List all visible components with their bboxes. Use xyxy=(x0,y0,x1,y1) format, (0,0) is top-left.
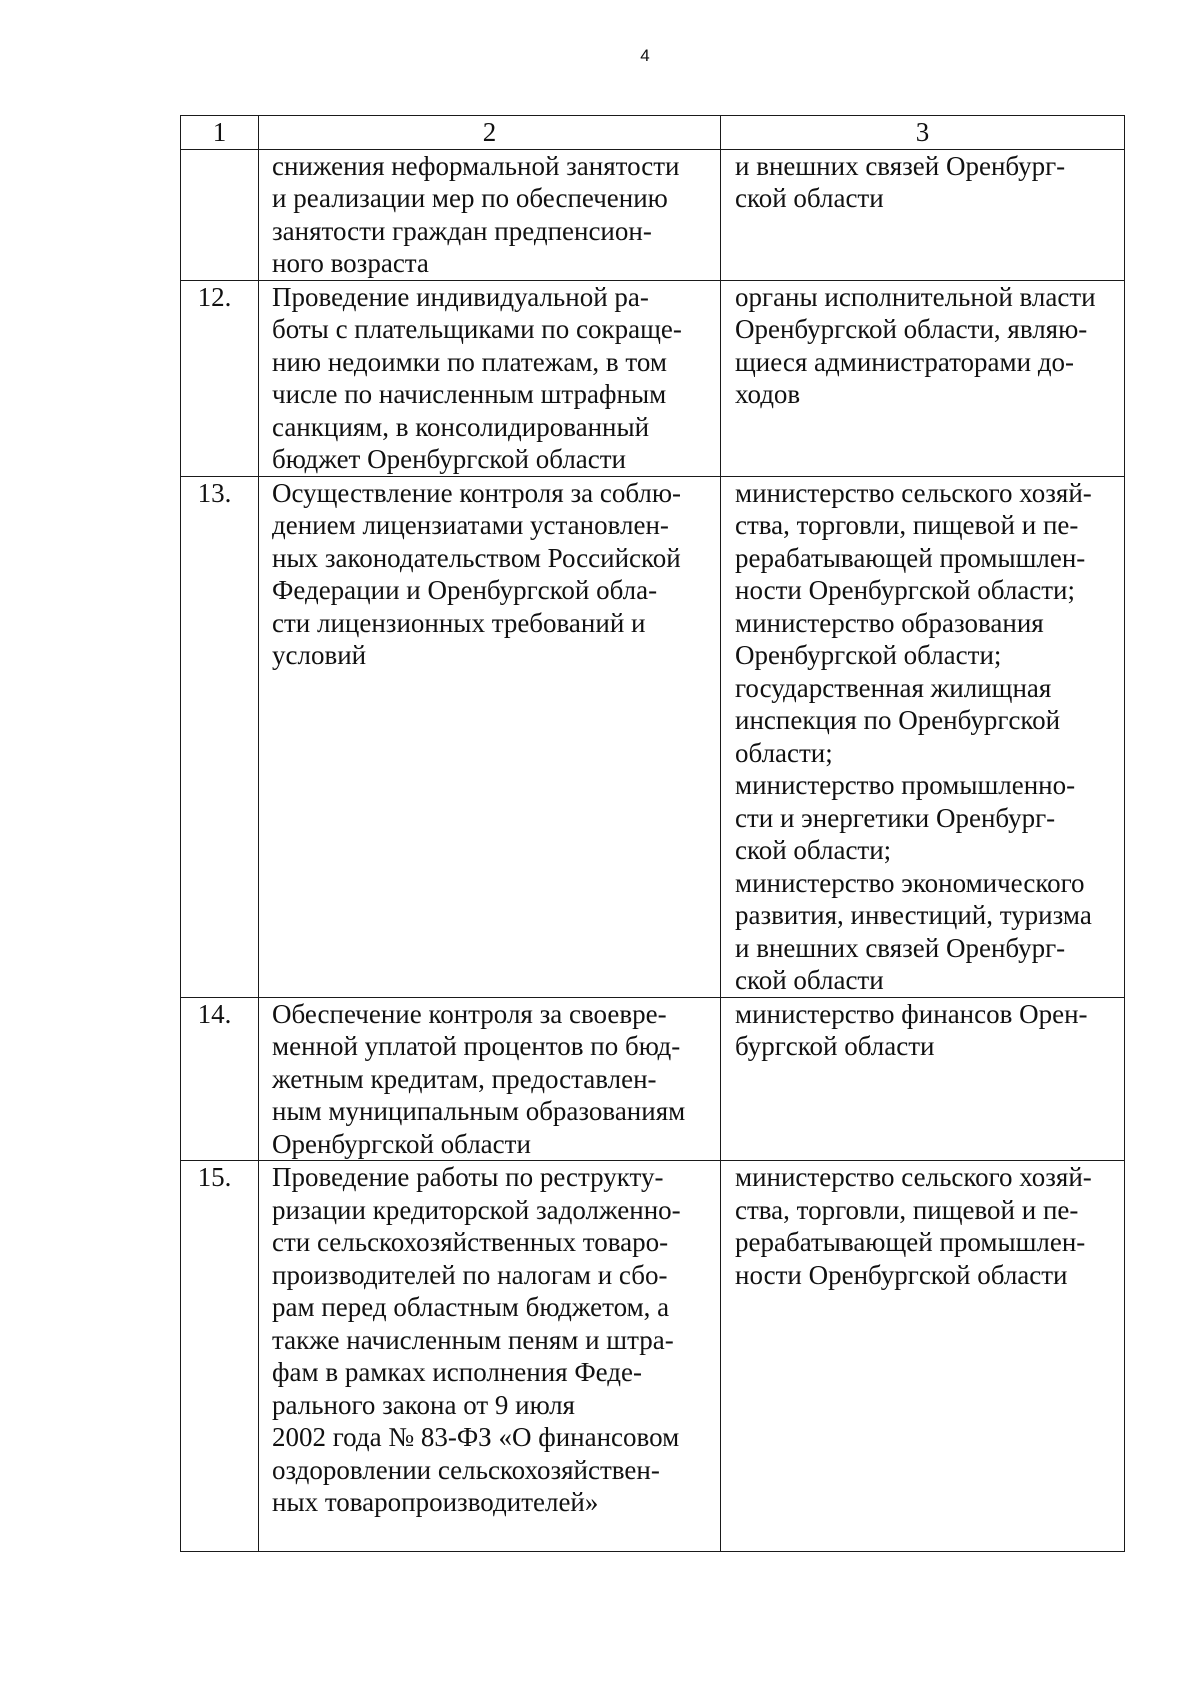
responsible-cell xyxy=(721,280,1125,476)
responsible-line: государственная жилищная xyxy=(735,672,1052,703)
responsible-line: министерство сельского хозяй- xyxy=(735,1162,1092,1192)
measure-line: ризации кредиторской задолженно- xyxy=(272,1194,681,1225)
measure-cell xyxy=(259,149,721,280)
responsible-line: и внешних связей Оренбург- xyxy=(735,150,1066,181)
responsible-line: инспекция по Оренбургской xyxy=(735,705,1061,735)
responsible-line: ства, торговли, пищевой и пе- xyxy=(735,510,1079,540)
measure-line: числе по начисленным штрафным xyxy=(272,379,667,409)
responsible-line: Оренбургской области; xyxy=(735,640,1002,670)
responsible-line: министерство образования xyxy=(735,607,1044,638)
responsible-line: сти и энергетики Оренбург- xyxy=(735,802,1056,833)
responsible-cell xyxy=(721,149,1125,280)
responsible-line: ходов xyxy=(735,379,801,409)
page-number: 4 xyxy=(640,46,650,65)
measure-line: Федерации и Оренбургской обла- xyxy=(272,575,658,605)
responsible-line: развития, инвестиций, туризма xyxy=(735,900,1092,930)
table-row xyxy=(181,997,1125,1161)
measure-line: менной уплатой процентов по бюд- xyxy=(272,1031,681,1061)
measure-line: условий xyxy=(272,640,367,670)
table-header-row xyxy=(181,116,1125,150)
measure-line: ным муниципальным образованиям xyxy=(272,1096,686,1126)
measure-line: бюджет Оренбургской области xyxy=(272,444,627,474)
table-row xyxy=(181,149,1125,280)
responsible-line: области; xyxy=(735,737,833,768)
measure-line: сти лицензионных требований и xyxy=(272,607,646,638)
measure-line: и реализации мер по обеспечению xyxy=(272,183,668,213)
measure-line: ного возраста xyxy=(272,248,429,278)
measure-line: дением лицензиатами установлен- xyxy=(272,510,669,540)
measure-cell xyxy=(259,476,721,997)
measure-line: Обеспечение контроля за своевре- xyxy=(272,998,667,1029)
table-row xyxy=(181,476,1125,997)
header-col-1: 1 xyxy=(181,116,259,150)
responsible-line: министерство экономического xyxy=(735,867,1085,898)
measure-line: фам в рамках исполнения Феде- xyxy=(272,1357,642,1387)
measure-line: занятости граждан предпенсион- xyxy=(272,215,652,246)
responsible-line: Оренбургской области, являю- xyxy=(735,314,1088,344)
responsible-line: ности Оренбургской области xyxy=(735,1259,1068,1290)
row-number: 15. xyxy=(181,1161,259,1552)
measure-line: Проведение индивидуальной ра- xyxy=(272,281,649,312)
responsible-line: и внешних связей Оренбург- xyxy=(735,932,1066,963)
responsible-line: ности Оренбургской области; xyxy=(735,575,1076,605)
measure-line: 2002 года № 83-ФЗ «О финансовом xyxy=(272,1422,680,1452)
responsible-line: щиеся администраторами до- xyxy=(735,346,1075,377)
measure-line: Проведение работы по реструкту- xyxy=(272,1162,664,1192)
responsible-line: ской области; xyxy=(735,835,892,865)
measure-line: оздоровлении сельскохозяйствен- xyxy=(272,1454,660,1485)
responsible-line: министерство сельского хозяй- xyxy=(735,477,1092,508)
measures-table xyxy=(180,115,1125,1552)
measure-line: санкциям, в консолидированный xyxy=(272,411,650,442)
measure-line: Оренбургской области xyxy=(272,1128,531,1159)
row-number: 14. xyxy=(181,997,259,1161)
measure-line: производителей по налогам и сбо- xyxy=(272,1259,668,1290)
table-row xyxy=(181,1161,1125,1552)
row-number: 13. xyxy=(181,476,259,997)
responsible-line: органы исполнительной власти xyxy=(735,281,1096,312)
responsible-line: министерство промышленно- xyxy=(735,770,1076,800)
row-number xyxy=(181,149,259,280)
responsible-cell xyxy=(721,997,1125,1161)
measure-cell xyxy=(259,1161,721,1552)
responsible-line: рерабатывающей промышлен- xyxy=(735,542,1086,573)
responsible-line: ской области xyxy=(735,183,884,213)
measure-line: сти сельскохозяйственных товаро- xyxy=(272,1227,669,1257)
measure-line: боты с плательщиками по сокраще- xyxy=(272,314,682,344)
responsible-line: рерабатывающей промышлен- xyxy=(735,1227,1086,1257)
measure-line: рального закона от 9 июля xyxy=(272,1389,575,1420)
responsible-cell xyxy=(721,476,1125,997)
responsible-line: бургской области xyxy=(735,1031,935,1061)
header-col-3: 3 xyxy=(721,116,1125,150)
measure-line: нию недоимки по платежам, в том xyxy=(272,346,667,377)
measure-line: жетным кредитам, предоставлен- xyxy=(272,1063,657,1094)
row-number: 12. xyxy=(181,280,259,476)
responsible-line: ской области xyxy=(735,965,884,995)
measure-cell xyxy=(259,280,721,476)
table-row xyxy=(181,280,1125,476)
responsible-line: ства, торговли, пищевой и пе- xyxy=(735,1194,1079,1225)
measure-line: ных законодательством Российской xyxy=(272,542,681,573)
measure-line: Осуществление контроля за соблю- xyxy=(272,477,682,508)
measure-cell xyxy=(259,997,721,1161)
measure-line: рам перед областным бюджетом, а xyxy=(272,1292,670,1322)
responsible-cell xyxy=(721,1161,1125,1552)
measure-line: также начисленным пеням и штра- xyxy=(272,1324,674,1355)
header-col-2: 2 xyxy=(259,116,721,150)
responsible-line: министерство финансов Орен- xyxy=(735,998,1088,1029)
measure-line: снижения неформальной занятости xyxy=(272,150,680,181)
measure-line: ных товаропроизводителей» xyxy=(272,1487,599,1517)
